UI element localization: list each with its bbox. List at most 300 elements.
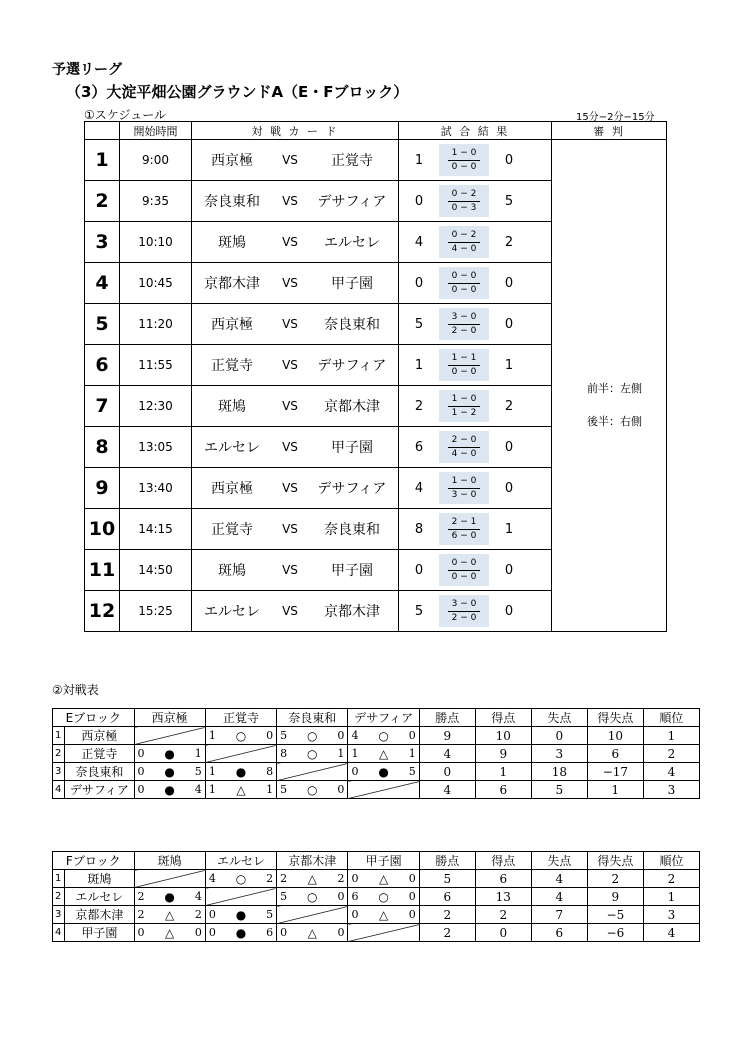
col-match-card: 対 戦 カ ー ド — [192, 122, 399, 140]
opponent-header: 西京極 — [134, 709, 205, 727]
match-card — [192, 140, 399, 181]
result-cell — [348, 870, 419, 888]
away-score: 1 — [504, 357, 514, 373]
home-score: 2 — [414, 398, 424, 414]
result-cell — [134, 745, 205, 763]
first-half-score: 1 − 0 — [448, 147, 480, 161]
vs-label: VS — [282, 317, 298, 331]
half-scores — [439, 308, 489, 340]
start-time: 13:05 — [120, 427, 192, 468]
half-scores — [439, 595, 489, 627]
half-scores — [439, 144, 489, 176]
referee-second-half: 後半：右側 — [587, 415, 642, 428]
match-number: 5 — [85, 304, 120, 345]
match-result — [399, 222, 552, 263]
start-time: 14:50 — [120, 550, 192, 591]
goals-conceded: 18 — [531, 763, 587, 781]
result-pair — [135, 890, 205, 904]
goals-against: 1 — [408, 746, 416, 760]
goals-for: 0 — [351, 871, 359, 885]
diagonal-cell — [205, 888, 276, 906]
vs-label: VS — [282, 481, 298, 495]
second-half-score: 3 − 0 — [451, 489, 477, 500]
goals-against: 0 — [337, 728, 345, 742]
goals-against: 4 — [194, 782, 202, 796]
match-result — [399, 550, 552, 591]
stat-header: 得点 — [475, 709, 531, 727]
match-result — [399, 468, 552, 509]
block-name: Eブロック — [53, 709, 135, 727]
result-cell — [277, 924, 348, 942]
match-card — [192, 222, 399, 263]
home-score: 8 — [414, 521, 424, 537]
goals-against: 4 — [194, 889, 202, 903]
rank: 3 — [643, 906, 699, 924]
result-cell — [134, 888, 205, 906]
match-result — [399, 591, 552, 632]
half-scores — [439, 185, 489, 217]
rank: 1 — [643, 888, 699, 906]
match-number: 10 — [85, 509, 120, 550]
goals-against: 0 — [337, 925, 345, 939]
goals-scored: 6 — [475, 781, 531, 799]
away-score: 0 — [504, 152, 514, 168]
result-pair — [348, 890, 418, 904]
result-cell — [348, 727, 419, 745]
result-cell — [205, 870, 276, 888]
away-score: 0 — [504, 275, 514, 291]
match-result — [399, 263, 552, 304]
goals-against: 0 — [194, 925, 202, 939]
second-half-score: 0 − 0 — [451, 571, 477, 582]
result-pair — [348, 765, 418, 779]
half-scores — [439, 349, 489, 381]
match-number: 1 — [85, 140, 120, 181]
vs-label: VS — [282, 153, 298, 167]
venue-title: （3）大淀平畑公園グラウンドA（E・Fブロック） — [66, 83, 409, 101]
goals-for: 0 — [137, 782, 145, 796]
goals-conceded: 4 — [531, 870, 587, 888]
goals-against: 5 — [408, 764, 416, 778]
goals-against: 1 — [194, 746, 202, 760]
goals-conceded: 4 — [531, 888, 587, 906]
goal-difference: 6 — [587, 745, 643, 763]
result-pair — [277, 783, 347, 797]
result-pair — [135, 783, 205, 797]
result-symbol: △ — [378, 871, 389, 886]
result-symbol: △ — [378, 907, 389, 922]
result-pair — [206, 908, 276, 922]
result-pair — [348, 729, 418, 743]
result-symbol: △ — [165, 907, 175, 922]
goal-difference: −17 — [587, 763, 643, 781]
second-half-score: 4 − 0 — [451, 243, 477, 254]
goals-scored: 6 — [475, 870, 531, 888]
stat-header: 順位 — [643, 852, 699, 870]
result-cell — [134, 763, 205, 781]
first-half-score: 0 − 0 — [448, 557, 480, 571]
goal-difference: 1 — [587, 781, 643, 799]
result-symbol: ● — [164, 889, 175, 904]
row-index: 1 — [53, 870, 65, 888]
match-card-content — [192, 181, 398, 221]
match-number: 7 — [85, 386, 120, 427]
match-number: 11 — [85, 550, 120, 591]
result-cell — [348, 906, 419, 924]
match-result — [399, 509, 552, 550]
result-pair — [135, 747, 205, 761]
result-symbol: ● — [235, 925, 247, 940]
result-cell — [205, 727, 276, 745]
match-card-content — [192, 140, 398, 180]
result-cell — [348, 745, 419, 763]
rank: 4 — [643, 924, 699, 942]
result-pair — [277, 747, 347, 761]
stat-header: 得失点 — [587, 709, 643, 727]
goals-for: 1 — [208, 764, 216, 778]
result-symbol: ○ — [378, 889, 389, 904]
goals-scored: 9 — [475, 745, 531, 763]
first-half-score: 2 − 1 — [448, 516, 480, 530]
match-result — [399, 140, 552, 181]
schedule-table — [84, 121, 667, 632]
points: 2 — [419, 906, 475, 924]
result-pair — [277, 926, 347, 940]
half-scores — [439, 513, 489, 545]
goals-scored: 10 — [475, 727, 531, 745]
result-content — [399, 263, 551, 303]
goals-scored: 1 — [475, 763, 531, 781]
first-half-score: 3 − 0 — [448, 311, 480, 325]
rank: 2 — [643, 870, 699, 888]
away-score: 0 — [504, 603, 514, 619]
row-index: 4 — [53, 781, 65, 799]
home-score: 0 — [414, 562, 424, 578]
row-index: 2 — [53, 745, 65, 763]
goals-conceded: 7 — [531, 906, 587, 924]
home-team: 斑鳩 — [218, 235, 246, 251]
first-half-score: 1 − 1 — [448, 352, 480, 366]
rank: 4 — [643, 763, 699, 781]
opponent-header: デサフィア — [348, 709, 419, 727]
diagonal-cell — [134, 727, 205, 745]
goals-for: 1 — [351, 746, 359, 760]
result-cell — [134, 781, 205, 799]
second-half-score: 4 − 0 — [451, 448, 477, 459]
schedule-label: ①スケジュール — [84, 108, 167, 122]
away-score: 2 — [504, 398, 514, 414]
goal-difference: 9 — [587, 888, 643, 906]
result-symbol: ● — [378, 764, 389, 779]
half-scores — [439, 431, 489, 463]
match-card — [192, 263, 399, 304]
goals-against: 0 — [408, 871, 416, 885]
points: 9 — [419, 727, 475, 745]
points: 4 — [419, 781, 475, 799]
result-symbol: ○ — [307, 889, 318, 904]
result-symbol: △ — [378, 746, 389, 761]
match-card-content — [192, 468, 398, 508]
result-symbol: ○ — [235, 728, 247, 743]
away-team: 甲子園 — [331, 276, 373, 292]
result-content — [399, 181, 551, 221]
away-team: 甲子園 — [331, 563, 373, 579]
opponent-header: エルセレ — [205, 852, 276, 870]
home-team: 斑鳩 — [218, 563, 246, 579]
schedule-row — [85, 140, 667, 181]
result-pair — [206, 765, 276, 779]
home-team: エルセレ — [204, 604, 260, 620]
goal-difference: −5 — [587, 906, 643, 924]
start-time: 9:00 — [120, 140, 192, 181]
result-symbol: ● — [164, 746, 175, 761]
stat-header: 勝点 — [419, 709, 475, 727]
goals-against: 6 — [266, 925, 274, 939]
goals-for: 2 — [137, 889, 145, 903]
vs-label: VS — [282, 194, 298, 208]
result-pair — [277, 890, 347, 904]
away-team: 京都木津 — [324, 604, 380, 620]
home-score: 4 — [414, 234, 424, 250]
away-team: 甲子園 — [331, 440, 373, 456]
goals-against: 0 — [266, 728, 274, 742]
row-team: 京都木津 — [65, 906, 134, 924]
result-symbol: △ — [307, 925, 317, 940]
match-number: 3 — [85, 222, 120, 263]
away-team: デサフィア — [317, 358, 387, 374]
match-number: 2 — [85, 181, 120, 222]
result-symbol: ○ — [307, 728, 318, 743]
result-content — [399, 591, 551, 631]
match-card-content — [192, 386, 398, 426]
home-team: 斑鳩 — [218, 399, 246, 415]
goals-against: 1 — [266, 782, 274, 796]
start-time: 11:20 — [120, 304, 192, 345]
rank: 2 — [643, 745, 699, 763]
result-cell — [348, 888, 419, 906]
goals-conceded: 0 — [531, 727, 587, 745]
half-scores — [439, 390, 489, 422]
col-referee: 審 判 — [552, 122, 667, 140]
start-time: 13:40 — [120, 468, 192, 509]
matrix-row — [53, 888, 700, 906]
match-number: 8 — [85, 427, 120, 468]
vs-label: VS — [282, 563, 298, 577]
result-cell — [205, 906, 276, 924]
row-index: 2 — [53, 888, 65, 906]
match-time-format: 15分−2分−15分 — [576, 112, 655, 123]
start-time: 12:30 — [120, 386, 192, 427]
match-card — [192, 181, 399, 222]
row-team: 正覚寺 — [65, 745, 134, 763]
result-pair — [135, 926, 205, 940]
row-team: デサフィア — [65, 781, 134, 799]
matrix-row — [53, 924, 700, 942]
goals-for: 0 — [208, 907, 216, 921]
away-team: 奈良東和 — [324, 317, 380, 333]
home-team: 正覚寺 — [211, 358, 253, 374]
goals-against: 8 — [266, 764, 274, 778]
match-card-content — [192, 427, 398, 467]
points: 2 — [419, 924, 475, 942]
goals-for: 0 — [351, 907, 359, 921]
goals-conceded: 5 — [531, 781, 587, 799]
goals-for: 5 — [280, 728, 288, 742]
goals-for: 5 — [280, 889, 288, 903]
goal-difference: −6 — [587, 924, 643, 942]
result-pair — [135, 908, 205, 922]
points: 6 — [419, 888, 475, 906]
away-team: デサフィア — [317, 194, 387, 210]
vs-label: VS — [282, 358, 298, 372]
result-pair — [348, 908, 418, 922]
stat-header: 勝点 — [419, 852, 475, 870]
home-score: 0 — [414, 193, 424, 209]
goals-for: 2 — [280, 871, 288, 885]
result-symbol: ● — [164, 782, 175, 797]
result-content — [399, 140, 551, 180]
second-half-score: 1 − 2 — [451, 407, 477, 418]
stat-header: 得失点 — [587, 852, 643, 870]
diagonal-cell — [277, 763, 348, 781]
matrix-row — [53, 870, 700, 888]
away-team: デサフィア — [317, 481, 387, 497]
result-content — [399, 468, 551, 508]
opponent-header: 斑鳩 — [134, 852, 205, 870]
away-score: 0 — [504, 562, 514, 578]
row-team: エルセレ — [65, 888, 134, 906]
points: 5 — [419, 870, 475, 888]
first-half-score: 2 − 0 — [448, 434, 480, 448]
col-no — [85, 122, 120, 140]
result-pair — [348, 872, 418, 886]
home-team: 西京極 — [211, 317, 253, 333]
vs-label: VS — [282, 440, 298, 454]
goals-against: 0 — [408, 728, 416, 742]
row-index: 4 — [53, 924, 65, 942]
second-half-score: 0 − 0 — [451, 366, 477, 377]
start-time: 10:45 — [120, 263, 192, 304]
goals-for: 4 — [351, 728, 359, 742]
result-content — [399, 222, 551, 262]
result-symbol: ○ — [307, 782, 318, 797]
match-result — [399, 304, 552, 345]
result-cell — [277, 745, 348, 763]
home-score: 5 — [414, 603, 424, 619]
home-team: 西京極 — [211, 153, 253, 169]
home-team: 西京極 — [211, 481, 253, 497]
first-half-score: 0 − 0 — [448, 270, 480, 284]
match-card — [192, 345, 399, 386]
match-card — [192, 386, 399, 427]
schedule-header-row — [85, 122, 667, 140]
match-card — [192, 509, 399, 550]
matrix-row — [53, 745, 700, 763]
rank: 3 — [643, 781, 699, 799]
half-scores — [439, 554, 489, 586]
result-pair — [348, 747, 418, 761]
match-card-content — [192, 509, 398, 549]
home-score: 4 — [414, 480, 424, 496]
goals-against: 0 — [337, 782, 345, 796]
opponent-header: 正覚寺 — [205, 709, 276, 727]
start-time: 11:55 — [120, 345, 192, 386]
matrix-row — [53, 906, 700, 924]
match-number: 6 — [85, 345, 120, 386]
start-time: 10:10 — [120, 222, 192, 263]
result-symbol: ● — [235, 764, 247, 779]
row-index: 3 — [53, 906, 65, 924]
col-result: 試 合 結 果 — [399, 122, 552, 140]
half-scores — [439, 267, 489, 299]
match-result — [399, 345, 552, 386]
goals-against: 0 — [408, 889, 416, 903]
diagonal-cell — [348, 781, 419, 799]
away-score: 2 — [504, 234, 514, 250]
referee-first-half: 前半：左側 — [587, 382, 642, 395]
e-block-table — [52, 708, 700, 799]
result-symbol: ○ — [307, 746, 318, 761]
goals-against: 0 — [337, 889, 345, 903]
row-index: 3 — [53, 763, 65, 781]
second-half-score: 2 − 0 — [451, 325, 477, 336]
first-half-score: 1 − 0 — [448, 475, 480, 489]
vs-label: VS — [282, 399, 298, 413]
home-score: 1 — [414, 357, 424, 373]
match-card-content — [192, 222, 398, 262]
result-cell — [205, 781, 276, 799]
diagonal-cell — [134, 870, 205, 888]
home-team: エルセレ — [204, 440, 260, 456]
goals-for: 1 — [208, 728, 216, 742]
goals-for: 2 — [137, 907, 145, 921]
match-card-content — [192, 345, 398, 385]
goals-for: 0 — [137, 764, 145, 778]
home-score: 0 — [414, 275, 424, 291]
result-cell — [348, 763, 419, 781]
result-pair — [135, 765, 205, 779]
stat-header: 失点 — [531, 709, 587, 727]
first-half-score: 3 − 0 — [448, 598, 480, 612]
opponent-header: 甲子園 — [348, 852, 419, 870]
away-score: 1 — [504, 521, 514, 537]
matrix-row — [53, 763, 700, 781]
result-cell — [134, 924, 205, 942]
goals-against: 2 — [266, 871, 274, 885]
goals-against: 2 — [337, 871, 345, 885]
diagonal-cell — [277, 906, 348, 924]
vs-label: VS — [282, 276, 298, 290]
result-cell — [277, 727, 348, 745]
row-team: 西京極 — [65, 727, 134, 745]
rank: 1 — [643, 727, 699, 745]
result-content — [399, 345, 551, 385]
away-team: 正覚寺 — [331, 153, 373, 169]
second-half-score: 0 − 0 — [451, 161, 477, 172]
goals-against: 5 — [266, 907, 274, 921]
row-team: 甲子園 — [65, 924, 134, 942]
away-team: エルセレ — [324, 235, 380, 251]
result-pair — [277, 872, 347, 886]
result-cell — [134, 906, 205, 924]
match-card-content — [192, 263, 398, 303]
result-symbol: ○ — [235, 871, 247, 886]
result-content — [399, 509, 551, 549]
goals-for: 5 — [280, 782, 288, 796]
home-team: 奈良東和 — [204, 194, 260, 210]
opponent-header: 奈良東和 — [277, 709, 348, 727]
second-half-score: 2 − 0 — [451, 612, 477, 623]
